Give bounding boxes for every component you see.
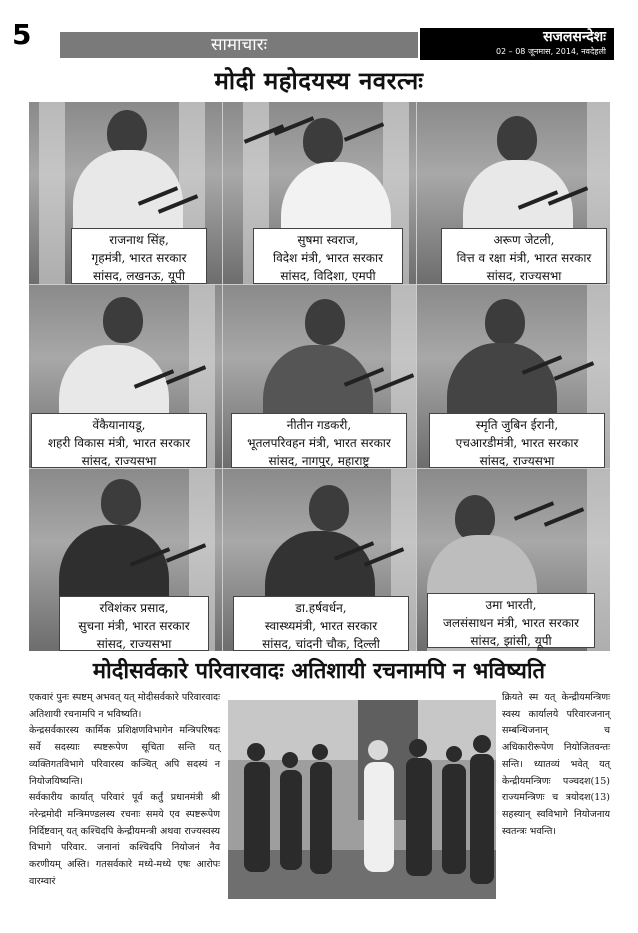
caption-2-name: सुषमा स्वराज, [297, 233, 359, 247]
article-left-para-1: एकवारं पुनः स्पष्टम् अभवत् यत् मोदीसर्वकारे परिवारवादः अतिशायी रचनामपि न भविष्यति। [29, 692, 220, 720]
photo-grid [29, 102, 610, 651]
photo-minister-4 [29, 285, 222, 468]
caption-3 [441, 228, 607, 284]
caption-8-name: डा.हर्षवर्धन, [295, 601, 347, 615]
caption-4-role: शहरी विकास मंत्री, भारत सरकार [47, 436, 191, 450]
caption-4-seat: सांसद, राज्यसभा [81, 454, 157, 468]
masthead [420, 28, 614, 60]
caption-6 [429, 413, 605, 468]
caption-7-name: रविशंकर प्रसाद, [99, 601, 169, 615]
article-left-para-3: सर्वकारीय कार्यात् परिवारं पूर्व कर्तुं प्रधानमंत्री श्री नरेन्द्रमोदी मन्त्रिमण्डलस्य रचनाः समये एव स्पष्टरूपेण निर्दिष्टवान् यत् कश्चिदपि केन्द्रीयमन्त्री अथवा राज्यस्वस्य विभागे परिवार. जनानां कश्चिदपि नियोजनं नैव करणीयम् अस्ति। गतसर्वकारे मध्ये-मध्ये एषः आरोपः वारम्वारं [29, 792, 220, 887]
caption-2 [253, 228, 403, 284]
photo-minister-7 [29, 469, 222, 651]
headline: मोदी महोदयस्य नवरत्नः [214, 67, 424, 95]
photo-minister-5 [223, 285, 416, 468]
caption-8-seat: सांसद, चांदनी चौक, दिल्ली [262, 637, 380, 651]
article-left-column [29, 690, 220, 890]
caption-9-role: जलसंसाधन मंत्री, भारत सरकार [442, 616, 580, 630]
caption-3-seat: सांसद, राज्यसभा [486, 269, 562, 283]
caption-7-role: सुचना मंत्री, भारत सरकार [78, 619, 190, 633]
caption-4 [31, 413, 207, 468]
subheadline: मोदीसर्वकारे परिवारवादः अतिशायी रचनामपि न भविष्यति [92, 659, 546, 684]
caption-1 [71, 228, 207, 284]
article-photo [228, 700, 496, 899]
caption-7-seat: सांसद, राज्यसभा [96, 637, 172, 651]
caption-5-name: नीतीन गडकरी, [286, 418, 352, 432]
caption-3-role: वित्त व रक्षा मंत्री, भारत सरकार [456, 251, 592, 265]
caption-7 [59, 596, 209, 651]
caption-5-seat: सांसद, नागपुर, महाराष्ट्र [268, 454, 370, 468]
photo-minister-1 [29, 102, 222, 284]
page-number: 5 [12, 18, 32, 51]
caption-6-role: एचआरडीमंत्री, भारत सरकार [455, 436, 579, 450]
caption-6-seat: सांसद, राज्यसभा [479, 454, 555, 468]
photo-minister-2 [223, 102, 416, 284]
masthead-title: सजलसन्देशः [543, 29, 606, 45]
caption-4-name: वेंकैयानायडू, [92, 418, 146, 432]
article-left-para-2: केन्द्रसर्वकारस्य कार्मिक प्रशिक्षणविभागेन मन्त्रिपरिषदः सर्वे सदस्याः स्पष्टरूपेण सूचिता सन्ति यत् व्यक्तिगतविभागे परिवारस्य कञ्चित् अपि सदस्यं न नियोजयिष्यन्ति। [29, 725, 220, 787]
caption-3-name: अरूण जेटली, [493, 233, 555, 247]
section-label: सामाचारः [60, 32, 418, 58]
caption-1-name: राजनाथ सिंह, [109, 233, 169, 247]
page-header [0, 0, 638, 62]
article-right-para-1: क्रियते स्म यत् केन्द्रीयमन्त्रिणः स्वस्य कार्यालये परिवारजनान् सम्बन्धिजनान् च अधिकारीरूपेण नियोजितवन्तः सन्ति। ध्यातव्यं भवेत् यत् केन्द्रीयमन्त्रिणः पञ्चदश(15) राज्यमन्त्रिणः च त्रयोदश(13) सहस्यान् स्वविभागे नियोजनाय स्वतन्त्रः भवन्ति। [502, 692, 610, 837]
article-photo-illustration [228, 700, 496, 899]
masthead-date: 02 – 08 जूनमास, 2014, नवदेहली [495, 47, 606, 56]
photo-minister-8 [223, 469, 416, 651]
article-right-column [502, 690, 610, 840]
caption-8-role: स्वास्थ्यमंत्री, भारत सरकार [264, 619, 378, 633]
photo-minister-6 [417, 285, 610, 468]
caption-6-name: स्मृति जुबिन ईरानी, [475, 418, 559, 432]
caption-9-seat: सांसद, झांसी, यूपी [470, 634, 552, 648]
caption-5-role: भूतलपरिवहन मंत्री, भारत सरकार [247, 436, 391, 450]
caption-2-role: विदेश मंत्री, भारत सरकार [272, 251, 384, 265]
caption-1-role: गृहमंत्री, भारत सरकार [91, 251, 187, 265]
photo-minister-3 [417, 102, 610, 284]
photo-minister-9 [417, 469, 610, 651]
caption-2-seat: सांसद, विदिशा, एमपी [280, 269, 376, 283]
caption-8 [233, 596, 409, 651]
caption-5 [231, 413, 407, 468]
caption-9 [427, 593, 595, 648]
caption-1-seat: सांसद, लखनऊ, यूपी [93, 269, 185, 283]
caption-9-name: उमा भारती, [485, 598, 537, 612]
